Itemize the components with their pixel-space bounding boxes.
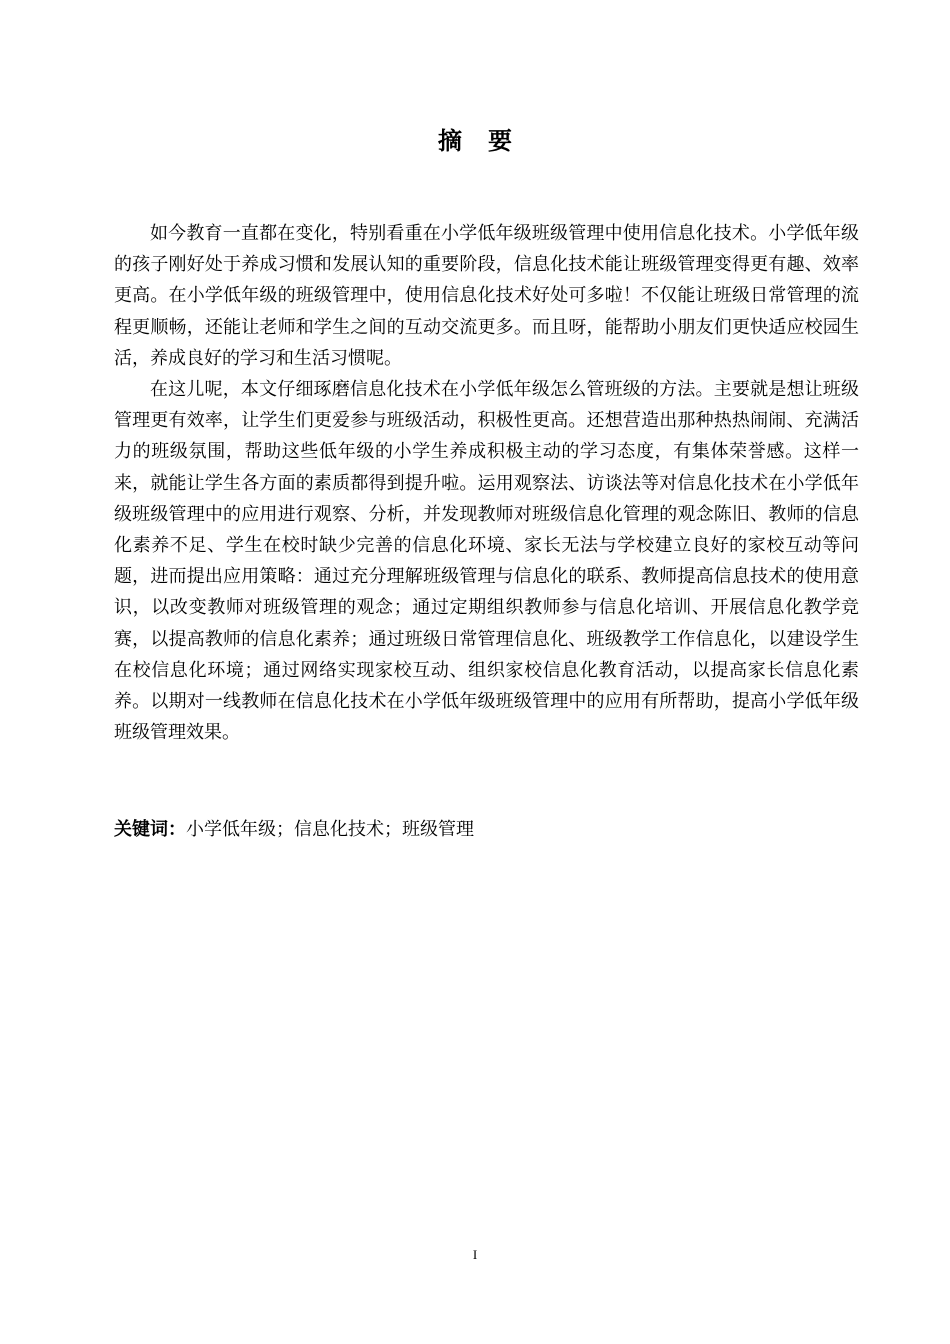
abstract-paragraph-1: 如今教育一直都在变化，特别看重在小学低年级班级管理中使用信息化技术。小学低年级的孩子刚好处于养成习惯和发展认知的重要阶段，信息化技术能让班级管理变得更有趣、效率更高。在小学低年级的班级管理中，使用信息化技术好处可多啦！不仅能让班级日常管理的流程更顺畅，还能让老师和学生之间的互动交流更多。而且呀，能帮助小朋友们更快适应校园生活，养成良好的学习和生活习惯呢。: [114, 223, 859, 369]
page-number: I: [472, 1247, 478, 1262]
keywords-value: 小学低年级；信息化技术；班级管理: [186, 819, 474, 840]
keywords-line: [114, 815, 859, 845]
abstract-title: 摘要: [438, 127, 538, 155]
abstract-body: [114, 218, 859, 748]
keywords-label: 关键词：: [114, 819, 186, 840]
abstract-paragraph-2: 在这儿呢，本文仔细琢磨信息化技术在小学低年级怎么管班级的方法。主要就是想让班级管理更有效率，让学生们更爱参与班级活动，积极性更高。还想营造出那种热热闹闹、充满活力的班级氛围，帮助这些低年级的小学生养成积极主动的学习态度，有集体荣誉感。这样一来，就能让学生各方面的素质都得到提升啦。运用观察法、访谈法等对信息化技术在小学低年级班级管理中的应用进行观察、分析，并发现教师对班级信息化管理的观念陈旧、教师的信息化素养不足、学生在校时缺少完善的信息化环境、家长无法与学校建立良好的家校互动等问题，进而提出应用策略：通过充分理解班级管理与信息化的联系、教师提高信息技术的使用意识，以改变教师对班级管理的观念；通过定期组织教师参与信息化培训、开展信息化教学竞赛，以提高教师的信息化素养；通过班级日常管理信息化、班级教学工作信息化，以建设学生在校信息化环境；通过网络实现家校互动、组织家校信息化教育活动，以提高家长信息化素养。以期对一线教师在信息化技术在小学低年级班级管理中的应用有所帮助，提高小学低年级班级管理效果。: [114, 379, 859, 744]
